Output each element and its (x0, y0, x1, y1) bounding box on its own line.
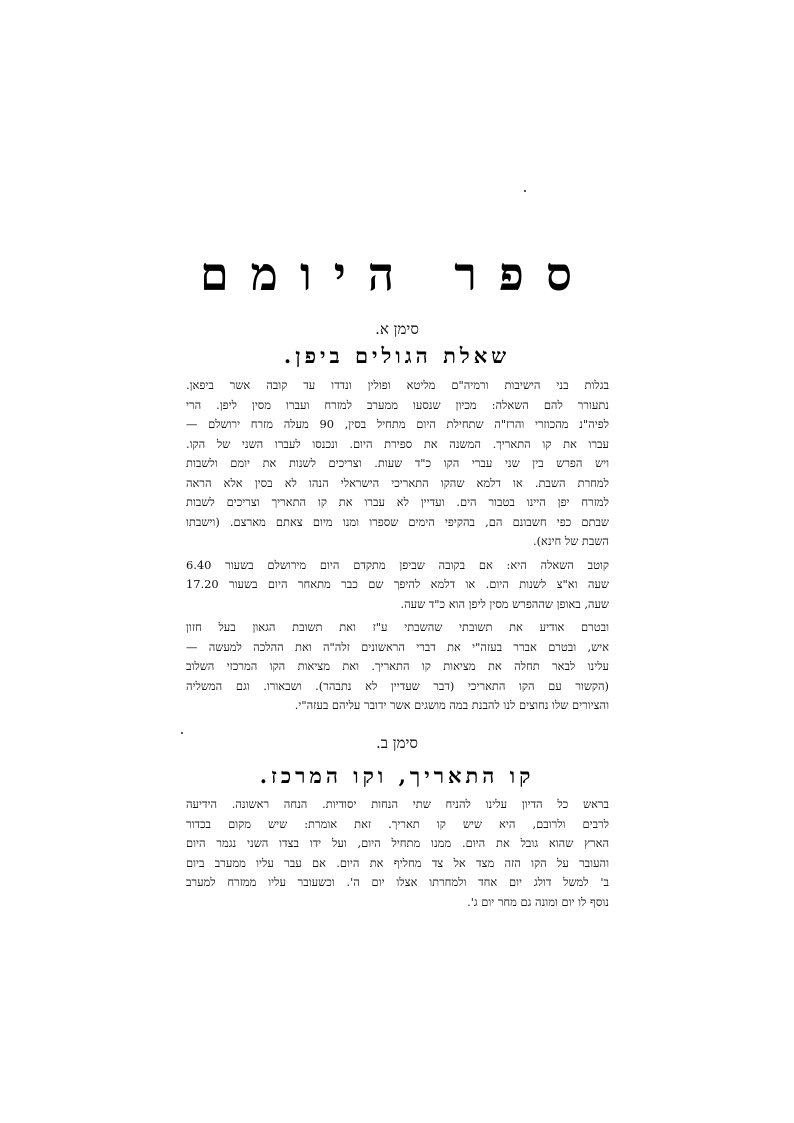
book-title: ספר היומם (199, 247, 595, 301)
section-b-body (186, 795, 609, 912)
text-line: שעה, באופן שההפרש מסין ליפן הוא כ"ד שעה. (400, 596, 609, 611)
section-b-title: קו התאריך, וקו המרכז. (259, 763, 535, 788)
text-line: קוטב השאלה היא: אם בקובה שביפן מתקדם היום מירושלם בשעור 6.40 (186, 557, 609, 572)
paragraph (186, 618, 609, 716)
text-line: למחרת השבת. או דלמא שהקו התאריכי הישראלי הנהו לא בסין אלא הראה (186, 475, 609, 490)
paragraph (186, 795, 609, 912)
text-line: בראש כל הדיון עלינו להניח שתי הנחות יסודיות. הנחה ראשונה. הידיעה (186, 797, 609, 811)
text-line: לרבים ולרובם, היא שיש קו תאריך. זאת אומרת: שיש מקום בכדור (186, 816, 609, 831)
text-line: נתעורר להם השאלה: מכיון שנסעו ממערב למזרח ועברו מסין ליפן. הרי (186, 397, 609, 412)
text-line: שעה וא"צ לשנות היום. או דלמא להיפך שם כבר מתאחר היום בשעור 17.20 (186, 577, 609, 591)
text-line: הארץ שהוא גובל את היום. ממנו מתחיל היום, ועל ידו בצדו השני נגמר היום (186, 836, 609, 850)
section-a-label: סימן א. (375, 320, 419, 338)
section-b-label: סימן ב. (376, 734, 418, 752)
text-line: עברו את קו התאריך. המשנה את ספירת היום. ונכנסו לעברו השני של הקו. (186, 436, 609, 451)
text-line: שבתם כפי חשבונם הם, בהקיפי הימים שספרו ומנו מיום צאתם מארצם. (וישבתו (186, 514, 609, 529)
text-line: נוסף לו יום ומונה גם מחר יום ג'. (467, 894, 609, 909)
text-line: עלינו לבאר תחלה את מציאות קו התאריך. ואת מציאות הקו המרכזי השלוב (186, 659, 609, 673)
text-line: והעובר על הקו הזה מצד אל צד מחליף את היום. אם עבר עליו ממערב ביום (186, 855, 609, 870)
text-line: ב' למשל דולג יום אחד ולמחרתו אצלו יום ה'. וכשעובר עליו ממזרח למערב (186, 875, 609, 889)
text-line: והציורים שלו נחוצים לנו להבנת במה מושגים אשר ידובר עליהם בעזה"י. (294, 698, 609, 712)
text-line: למזרח יפן היינו בטבור הים. ועדיין לא עברו את קו התאריך וצריכים לשבות (186, 495, 609, 509)
text-line: בגלות בני הישיבות ורמיה"ם מליטא ופולין ונדדו עד קובה אשר ביפאן. (186, 378, 609, 392)
section-a-body (186, 376, 609, 716)
paragraph (186, 556, 609, 615)
text-line: ויש הפרש בין שני עברי הקו כ"ד שעות. וצריכים לשנות את יומם ולשבות (186, 456, 609, 470)
text-line: לפיה"נ מהכוזרי והרז"ה שתחילת היום מתחיל בסין, 90 מעלה מזרח ירושלם — (186, 417, 609, 431)
section-a-title: שאלת הגולים ביפן. (283, 343, 511, 368)
text-line: השבת של חינא). (532, 534, 609, 548)
scan-speck (524, 190, 526, 192)
text-line: ובטרם אודיע את תשובתי שהשבתי ע"ז ואת תשובת הגאון בעל חזון (186, 620, 609, 634)
text-line: (הקשור עם הקו התאריכי (דבר שעדיין לא נתבהר). ושבאורו. וגם המשליה (186, 678, 609, 693)
text-line: איש, ובטרם אברר בעזה"י את דברי הראשונים זלה"ה ואת ההלכה למעשה — (186, 639, 609, 654)
paragraph (186, 376, 609, 552)
